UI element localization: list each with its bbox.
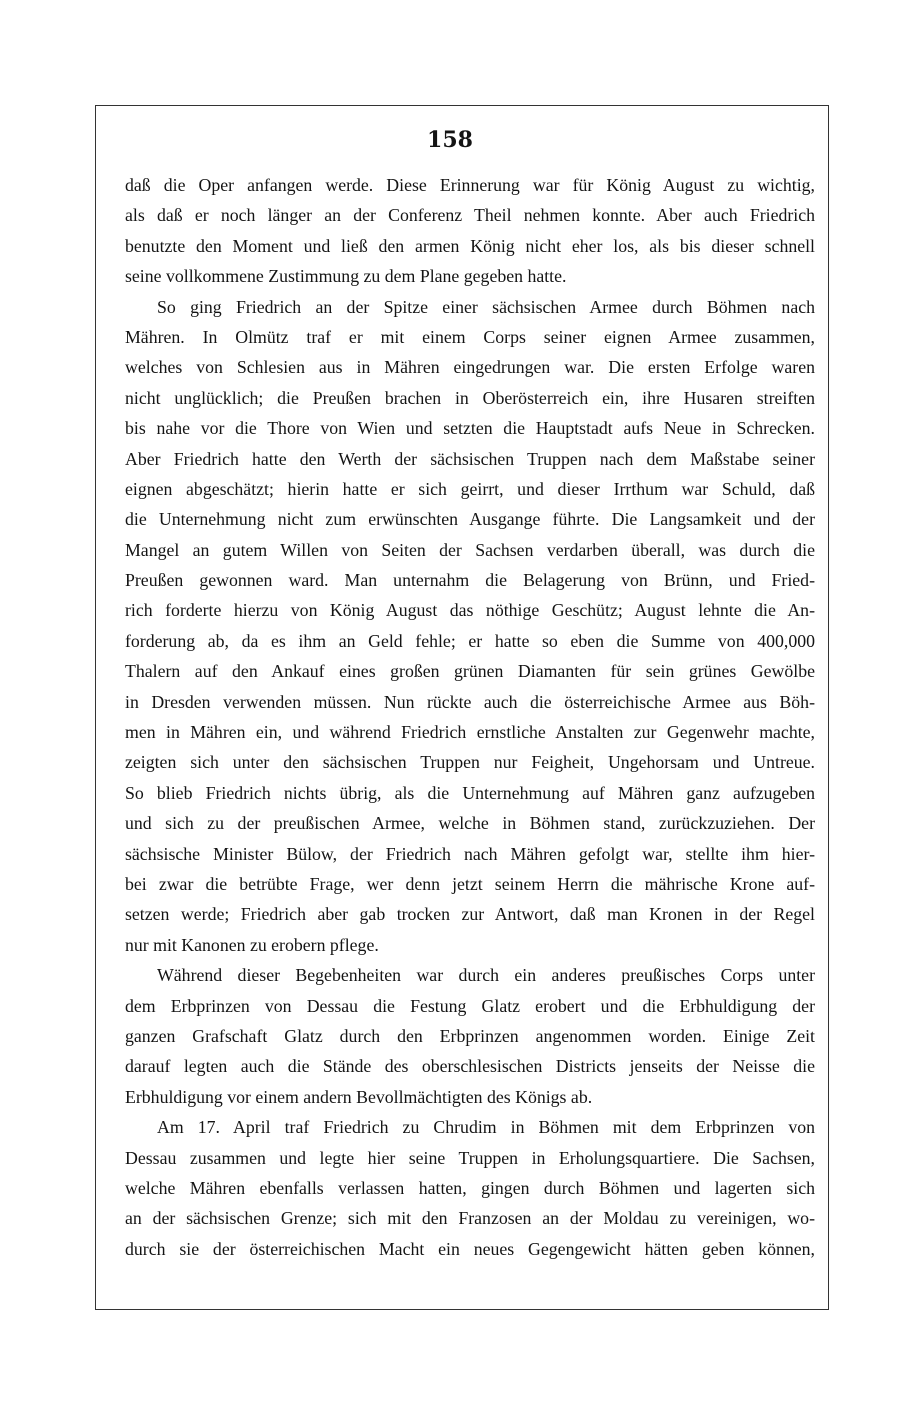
text-line: Erbhuldigung vor einem andern Bevollmächtigten des Königs ab. <box>125 1086 593 1107</box>
text-line: So blieb Friedrich nichts übrig, als die Unternehmung auf Mähren ganz aufzugeben <box>125 782 815 803</box>
text-line: als daß er noch länger an der Conferenz Theil nehmen konnte. Aber auch Friedrich <box>125 205 815 226</box>
text-line: bei zwar die betrübte Frage, wer denn jetzt seinem Herrn die mährische Krone auf- <box>125 873 815 894</box>
page-number: 158 <box>427 127 473 153</box>
text-line: welche Mähren ebenfalls verlassen hatten, gingen durch Böhmen und lagerten sich <box>125 1177 815 1198</box>
text-line: setzen werde; Friedrich aber gab trocken zur Antwort, daß man Kronen in der Regel <box>125 904 815 925</box>
text-line: Preußen gewonnen ward. Man unternahm die Belagerung von Brünn, und Fried- <box>125 570 815 591</box>
text-line: Mähren. In Olmütz traf er mit einem Corps seiner eignen Armee zusammen, <box>125 326 815 347</box>
text-line: seine vollkommene Zustimmung zu dem Plane gegeben hatte. <box>125 266 567 287</box>
text-line: dem Erbprinzen von Dessau die Festung Glatz erobert und die Erbhuldigung der <box>125 995 815 1016</box>
text-line: die Unternehmung nicht zum erwünschten Ausgange führte. Die Langsamkeit und der <box>125 509 815 530</box>
text-line: rich forderte hierzu von König August das nöthige Geschütz; August lehnte die An- <box>125 600 815 621</box>
text-line: Aber Friedrich hatte den Werth der sächsischen Truppen nach dem Maßstabe seiner <box>125 448 815 469</box>
text-line: men in Mähren ein, und während Friedrich ernstliche Anstalten zur Gegenwehr machte, <box>125 722 815 743</box>
text-line: Während dieser Begebenheiten war durch ein anderes preußisches Corps unter <box>157 965 815 986</box>
text-line: zeigten sich unter den sächsischen Truppen nur Feigheit, Ungehorsam und Untreue. <box>125 752 815 773</box>
body-text <box>125 170 815 1264</box>
text-line: Am 17. April traf Friedrich zu Chrudim in Böhmen mit dem Erbprinzen von <box>157 1117 815 1138</box>
text-line: in Dresden verwenden müssen. Nun rückte auch die österreichische Armee aus Böh- <box>125 691 815 712</box>
text-line: darauf legten auch die Stände des oberschlesischen Districts jenseits der Neisse die <box>125 1056 815 1077</box>
text-line: So ging Friedrich an der Spitze einer sächsischen Armee durch Böhmen nach <box>157 296 815 317</box>
text-line: daß die Oper anfangen werde. Diese Erinnerung war für König August zu wichtig, <box>125 175 815 195</box>
text-line: Dessau zusammen und legte hier seine Truppen in Erholungsquartiere. Die Sachsen, <box>125 1147 815 1168</box>
text-line: an der sächsischen Grenze; sich mit den Franzosen an der Moldau zu vereinigen, wo- <box>125 1208 815 1229</box>
text-line: durch sie der österreichischen Macht ein neues Gegengewicht hätten geben können, <box>125 1238 815 1259</box>
text-line: benutzte den Moment und ließ den armen König nicht eher los, als bis dieser schnell <box>125 235 815 256</box>
text-line: Mangel an gutem Willen von Seiten der Sachsen verdarben überall, was durch die <box>125 539 815 560</box>
text-line: forderung ab, da es ihm an Geld fehle; er hatte so eben die Summe von 400,000 <box>125 630 815 651</box>
text-line: sächsische Minister Bülow, der Friedrich nach Mähren gefolgt war, stellte ihm hier- <box>125 843 815 864</box>
text-line: ganzen Grafschaft Glatz durch den Erbprinzen angenommen worden. Einige Zeit <box>125 1025 815 1046</box>
text-line: eignen abgeschätzt; hierin hatte er sich geirrt, und dieser Irrthum war Schuld, daß <box>125 478 815 499</box>
text-line: bis nahe vor die Thore von Wien und setzten die Hauptstadt aufs Neue in Schrecken. <box>125 418 815 439</box>
text-line: und sich zu der preußischen Armee, welche in Böhmen stand, zurückzuziehen. Der <box>125 813 815 834</box>
text-line: nur mit Kanonen zu erobern pflege. <box>125 934 379 955</box>
text-line: Thalern auf den Ankauf eines großen grünen Diamanten für sein grünes Gewölbe <box>125 661 815 682</box>
text-line: welches von Schlesien aus in Mähren eingedrungen war. Die ersten Erfolge waren <box>125 357 815 378</box>
text-line: nicht unglücklich; die Preußen brachen in Oberösterreich ein, ihre Husaren streiften <box>125 387 815 408</box>
